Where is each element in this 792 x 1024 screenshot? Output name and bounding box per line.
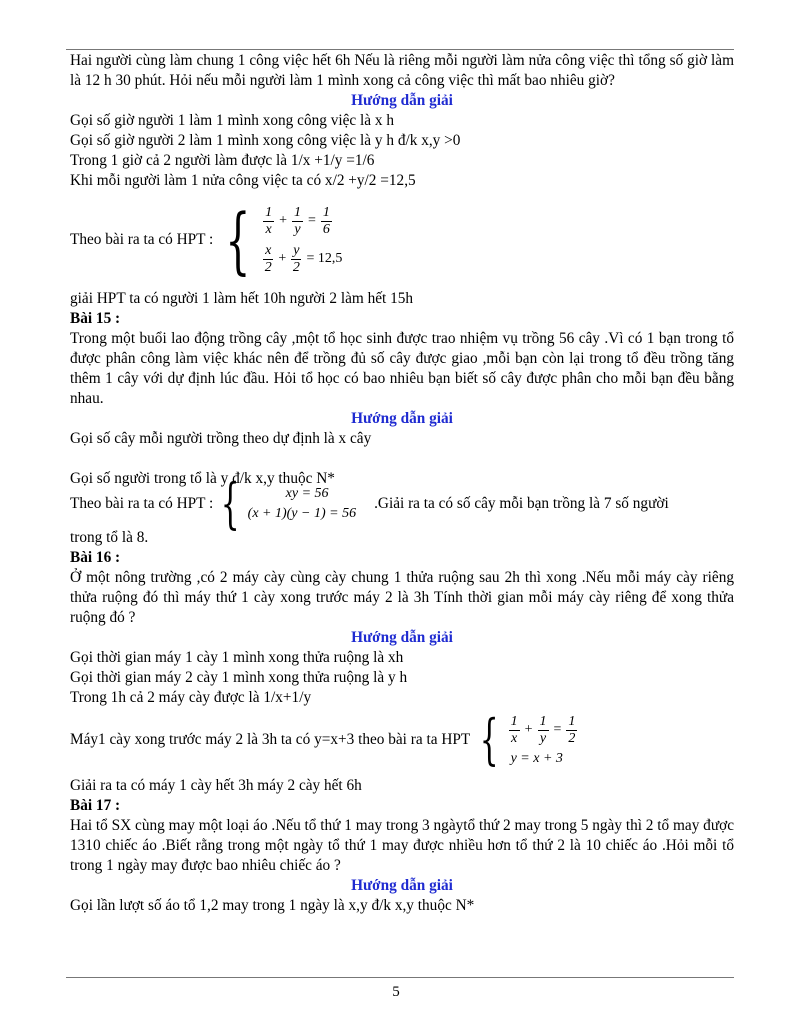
solution-line: Trong 1 giờ cả 2 người làm được là 1/x +1/y =1/6	[70, 152, 375, 169]
fraction: $\frac{y}{2}$	[292, 242, 300, 275]
equation-system	[478, 708, 579, 771]
guide-heading: Hướng dẫn giải	[351, 877, 453, 894]
solution-line: Trong 1h cả 2 máy cày được là 1/x+1/y	[70, 689, 312, 706]
system-label: Máy1 cày xong trước máy 2 là 3h ta có y=x+3 theo bài ra ta HPT	[70, 731, 471, 748]
solution-line: Khi mỗi người làm 1 nửa công việc ta có x/2 +y/2 =12,5	[70, 172, 416, 189]
equation-1: $\frac{1}{x}$ + $\frac{1}{y}$ = $\frac{1}{6}$	[265, 204, 330, 237]
equation-system	[219, 472, 357, 535]
fraction: $\frac{1}{x}$	[510, 713, 518, 746]
system-label: Theo bài ra ta có HPT :	[70, 231, 214, 248]
guide-heading: Hướng dẫn giải	[351, 629, 453, 646]
guide-heading: Hướng dẫn giải	[351, 92, 453, 109]
solution-line: Gọi thời gian máy 2 cày 1 mình xong thửa ruộng là y h	[70, 669, 408, 686]
fraction: $\frac{1}{y}$	[294, 204, 302, 237]
page-number: 5	[392, 984, 400, 1000]
problem-title: Bài 17 :	[70, 797, 121, 814]
equation-2: y = x + 3	[510, 751, 563, 766]
equation-system-row	[70, 708, 734, 772]
solution-line: Gọi số giờ người 2 làm 1 mình xong công việc là y h đ/k x,y >0	[70, 132, 461, 149]
fraction: $\frac{1}{y}$	[539, 713, 547, 746]
problem-14-text: Hai người cùng làm chung 1 công việc hết 6h Nếu là riêng mỗi người làm nửa công việc thì tổng số giờ làm là 12 h 30 phút. Hỏi nếu mỗi người làm 1 mình xong cả công việc thì mất bao nhiêu giờ?	[70, 52, 734, 89]
fraction: $\frac{1}{6}$	[322, 204, 330, 237]
solution-line: Gọi số người trong tổ là y đ/k x,y thuộc N*	[70, 470, 335, 487]
equation-system-row	[70, 191, 734, 289]
brace: {	[225, 198, 251, 282]
guide-heading: Hướng dẫn giải	[351, 410, 453, 427]
solution-line: Gọi số cây mỗi người trồng theo dự định là x cây	[70, 430, 372, 447]
system-label: Theo bài ra ta có HPT :	[70, 495, 214, 512]
solution-line: Gọi số giờ người 1 làm 1 mình xong công việc là x h	[70, 112, 394, 129]
solution-result: giải HPT ta có người 1 làm hết 10h người 2 làm hết 15h	[70, 290, 414, 307]
footer-rule	[66, 977, 734, 978]
header-rule	[66, 49, 734, 50]
equation-list	[248, 484, 356, 524]
equation-2: $\frac{x}{2}$ + $\frac{y}{2}$ = 12,5	[264, 242, 343, 275]
equation-2: (x + 1)(y − 1) = 56	[247, 506, 357, 521]
problem-16-text: Ở một nông trường ,có 2 máy cày cùng cày chung 1 thửa ruộng sau 2h thì xong .Nếu mỗi máy cày riêng thửa ruộng đó thì máy thứ 1 cày xong trước máy 2 là 3h Tính thời gian mỗi máy cày riêng để xong thửa ruộng đó ?	[70, 569, 734, 626]
brace: {	[221, 472, 240, 535]
problem-17-text: Hai tổ SX cùng may một loại áo .Nếu tổ thứ 1 may trong 3 ngàytổ thứ 2 may trong 5 ngày thì 2 tổ may được 1310 chiếc áo .Biết rằng trong một ngày tổ thứ 1 may được nhiều hơn tổ thứ 2 là 10 chiếc áo .Hỏi mỗi tổ trong 1 ngày may được bao nhiêu chiếc áo ?	[70, 817, 734, 874]
brace: {	[479, 708, 499, 771]
fraction: $\frac{x}{2}$	[264, 242, 272, 275]
equation-1: xy = 56	[285, 486, 329, 501]
solution-result: Giải ra ta có máy 1 cày hết 3h máy 2 cày hết 6h	[70, 777, 362, 794]
fraction: $\frac{1}{x}$	[265, 204, 273, 237]
solution-line: Gọi thời gian máy 1 cày 1 mình xong thửa ruộng là xh	[70, 649, 404, 666]
solution-line: Gọi lần lượt số áo tổ 1,2 may trong 1 ngày là x,y đ/k x,y thuộc N*	[70, 897, 475, 914]
document-body	[70, 51, 734, 916]
solution-text: .Giải ra ta có số cây mỗi bạn trồng là 7 số người	[374, 495, 669, 512]
equation-list	[507, 711, 580, 769]
equation-1: $\frac{1}{x}$ + $\frac{1}{y}$ = $\frac{1}{2}$	[510, 713, 576, 746]
problem-15-text: Trong một buổi lao động trồng cây ,một tổ học sinh được trao nhiệm vụ trồng 56 cây .Vì có 1 bạn trong tổ được phân công làm việc khác nên để trồng đủ số cây được giao ,mỗi bạn còn lại trong tổ đều trồng tăng thêm 1 cây với dự định lúc đầu. Hỏi tổ học có bao nhiêu bạn biết số cây được phân cho mỗi bạn đều bằng nhau.	[70, 330, 734, 407]
equation-system	[221, 198, 345, 282]
fraction: $\frac{1}{2}$	[568, 713, 576, 746]
problem-title: Bài 15 :	[70, 310, 121, 327]
solution-result: trong tổ là 8.	[70, 529, 149, 546]
problem-title: Bài 16 :	[70, 549, 121, 566]
equation-list	[261, 202, 345, 278]
